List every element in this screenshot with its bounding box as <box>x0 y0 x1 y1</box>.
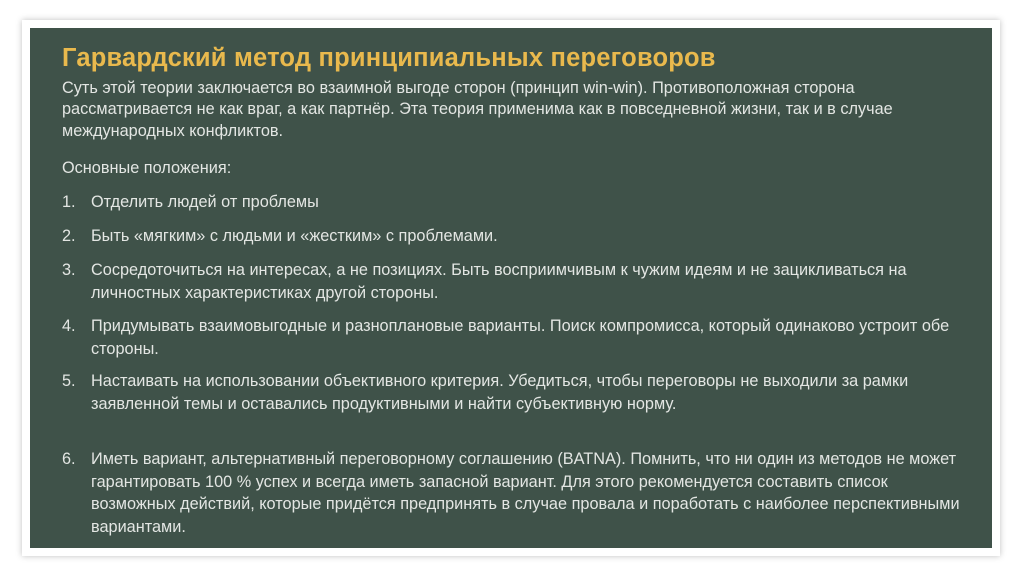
item-text: Настаивать на использовании объективного критерия. Убедиться, чтобы переговоры не выходили за рамки заявленной темы и оставались продуктивными и найти субъективную норму. <box>91 372 909 413</box>
item-number: 4. <box>62 317 76 335</box>
item-number: 5. <box>62 372 76 390</box>
list-heading: Основные положения: <box>62 159 232 177</box>
item-text: Сосредоточиться на интересах, а не позициях. Быть восприимчивым к чужим идеям и не зацикливаться на личностных характеристиках другой стороны. <box>91 261 907 302</box>
slide-title: Гарвардский метод принципиальных переговоров <box>62 44 716 72</box>
intro-paragraph: Суть этой теории заключается во взаимной выгоде сторон (принцип win-win). Противоположная сторона рассматривается не как враг, а как партнёр. Эта теория применима как в повседневной жизни, так и в случае международных конфликтов. <box>62 79 893 140</box>
item-number: 2. <box>62 227 76 245</box>
item-text: Иметь вариант, альтернативный переговорному соглашению (BATNA). Помнить, что ни один из методов не может гарантировать 100 % успех и всегда иметь запасной вариант. Для этого рекомендуется составить список возможных действий, которые придётся предпринять в случае провала и поработать с наиболее перспективными вариантами. <box>91 450 960 536</box>
item-text: Быть «мягким» с людьми и «жестким» с проблемами. <box>91 227 498 245</box>
item-text: Отделить людей от проблемы <box>91 193 319 211</box>
item-number: 3. <box>62 261 76 279</box>
item-number: 1. <box>62 193 76 211</box>
item-number: 6. <box>62 450 76 468</box>
item-text: Придумывать взаимовыгодные и разноплановые варианты. Поиск компромисса, который одинаково устроит обе стороны. <box>91 317 950 358</box>
